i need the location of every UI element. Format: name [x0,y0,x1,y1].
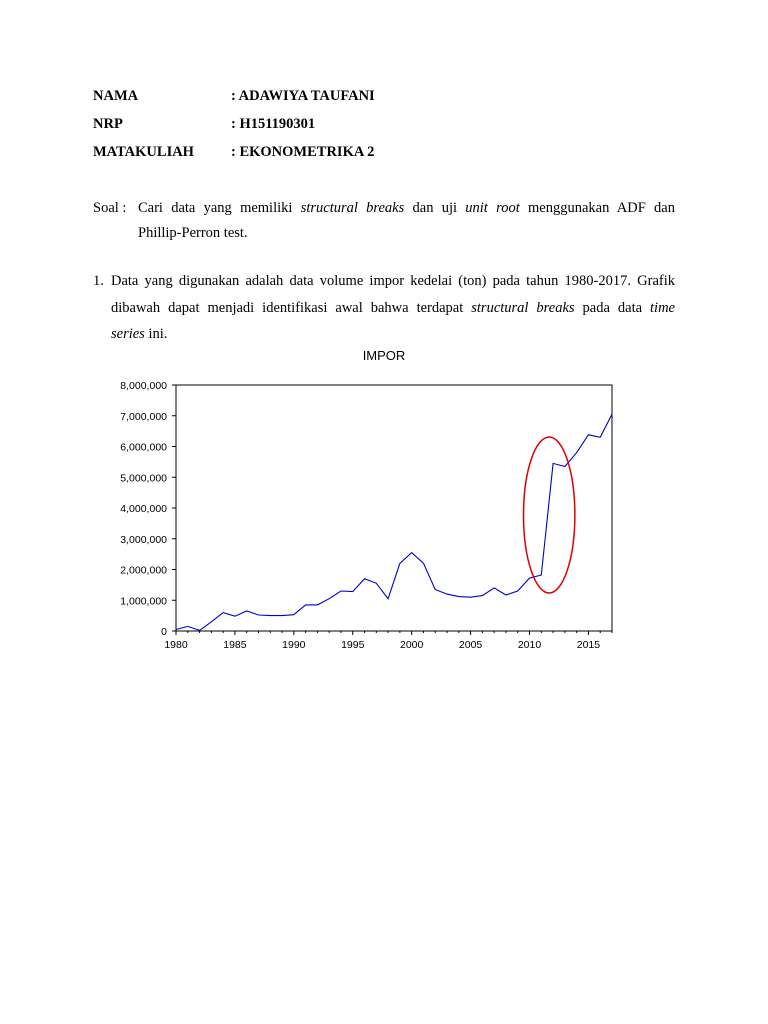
question-prefix: Soal : [93,200,127,216]
y-tick-label: 0 [161,626,167,638]
question-line-2: Phillip-Perron test. [138,225,248,241]
y-tick-label: 3,000,000 [120,533,167,546]
question-text-c: dan uji [404,200,466,216]
y-tick-label: 6,000,000 [120,441,167,454]
nrp-value: : H151190301 [231,116,316,132]
series-line-impor [176,414,612,630]
x-tick-label: 1980 [164,639,188,651]
y-tick-label: 5,000,000 [120,472,167,485]
chart-title: IMPOR [362,348,406,363]
item-line-1 [111,273,675,290]
question-text-a: Cari data yang memiliki [138,200,301,216]
item-number: 1. [93,273,104,289]
x-tick-label: 1985 [223,639,247,651]
question-term-structural-breaks: structural breaks [300,200,405,216]
question-line-1 [138,200,675,217]
matakuliah-value: : EKONOMETRIKA 2 [231,144,375,160]
item-text-3b: ini. [144,326,168,342]
plot-frame [176,385,612,631]
y-tick-label: 8,000,000 [120,380,167,392]
question-text-e: menggunakan ADF dan [519,200,675,216]
y-tick-label: 4,000,000 [120,503,167,515]
y-tick-label: 7,000,000 [120,410,167,423]
impor-line-chart [0,360,768,660]
y-tick-label: 2,000,000 [120,564,167,577]
item-term-structural-breaks: structural breaks [471,300,575,316]
nama-label: NAMA [93,88,139,104]
item-term-series: series [111,326,145,342]
nrp-label: NRP [93,116,123,132]
structural-break-highlight [524,437,575,593]
y-tick-label: 1,000,000 [120,595,167,608]
nama-value: : ADAWIYA TAUFANI [231,88,375,104]
item-text-1: Data yang digunakan adalah data volume impor kedelai (ton) pada tahun 1980-2017. Grafik [111,273,675,289]
x-tick-label: 1990 [282,639,306,651]
x-tick-label: 1995 [341,639,365,651]
item-term-time: time [650,300,675,316]
item-line-3 [111,326,167,343]
item-text-2c: pada data [574,300,651,316]
question-term-unit-root: unit root [465,200,520,216]
x-tick-label: 2005 [458,639,483,651]
item-text-2a: dibawah dapat menjadi identifikasi awal bahwa terdapat [111,300,472,316]
item-line-2 [111,300,675,317]
x-tick-label: 2000 [399,639,424,651]
x-tick-label: 2015 [576,639,601,651]
x-tick-label: 2010 [517,639,542,651]
matakuliah-label: MATAKULIAH [93,144,194,160]
